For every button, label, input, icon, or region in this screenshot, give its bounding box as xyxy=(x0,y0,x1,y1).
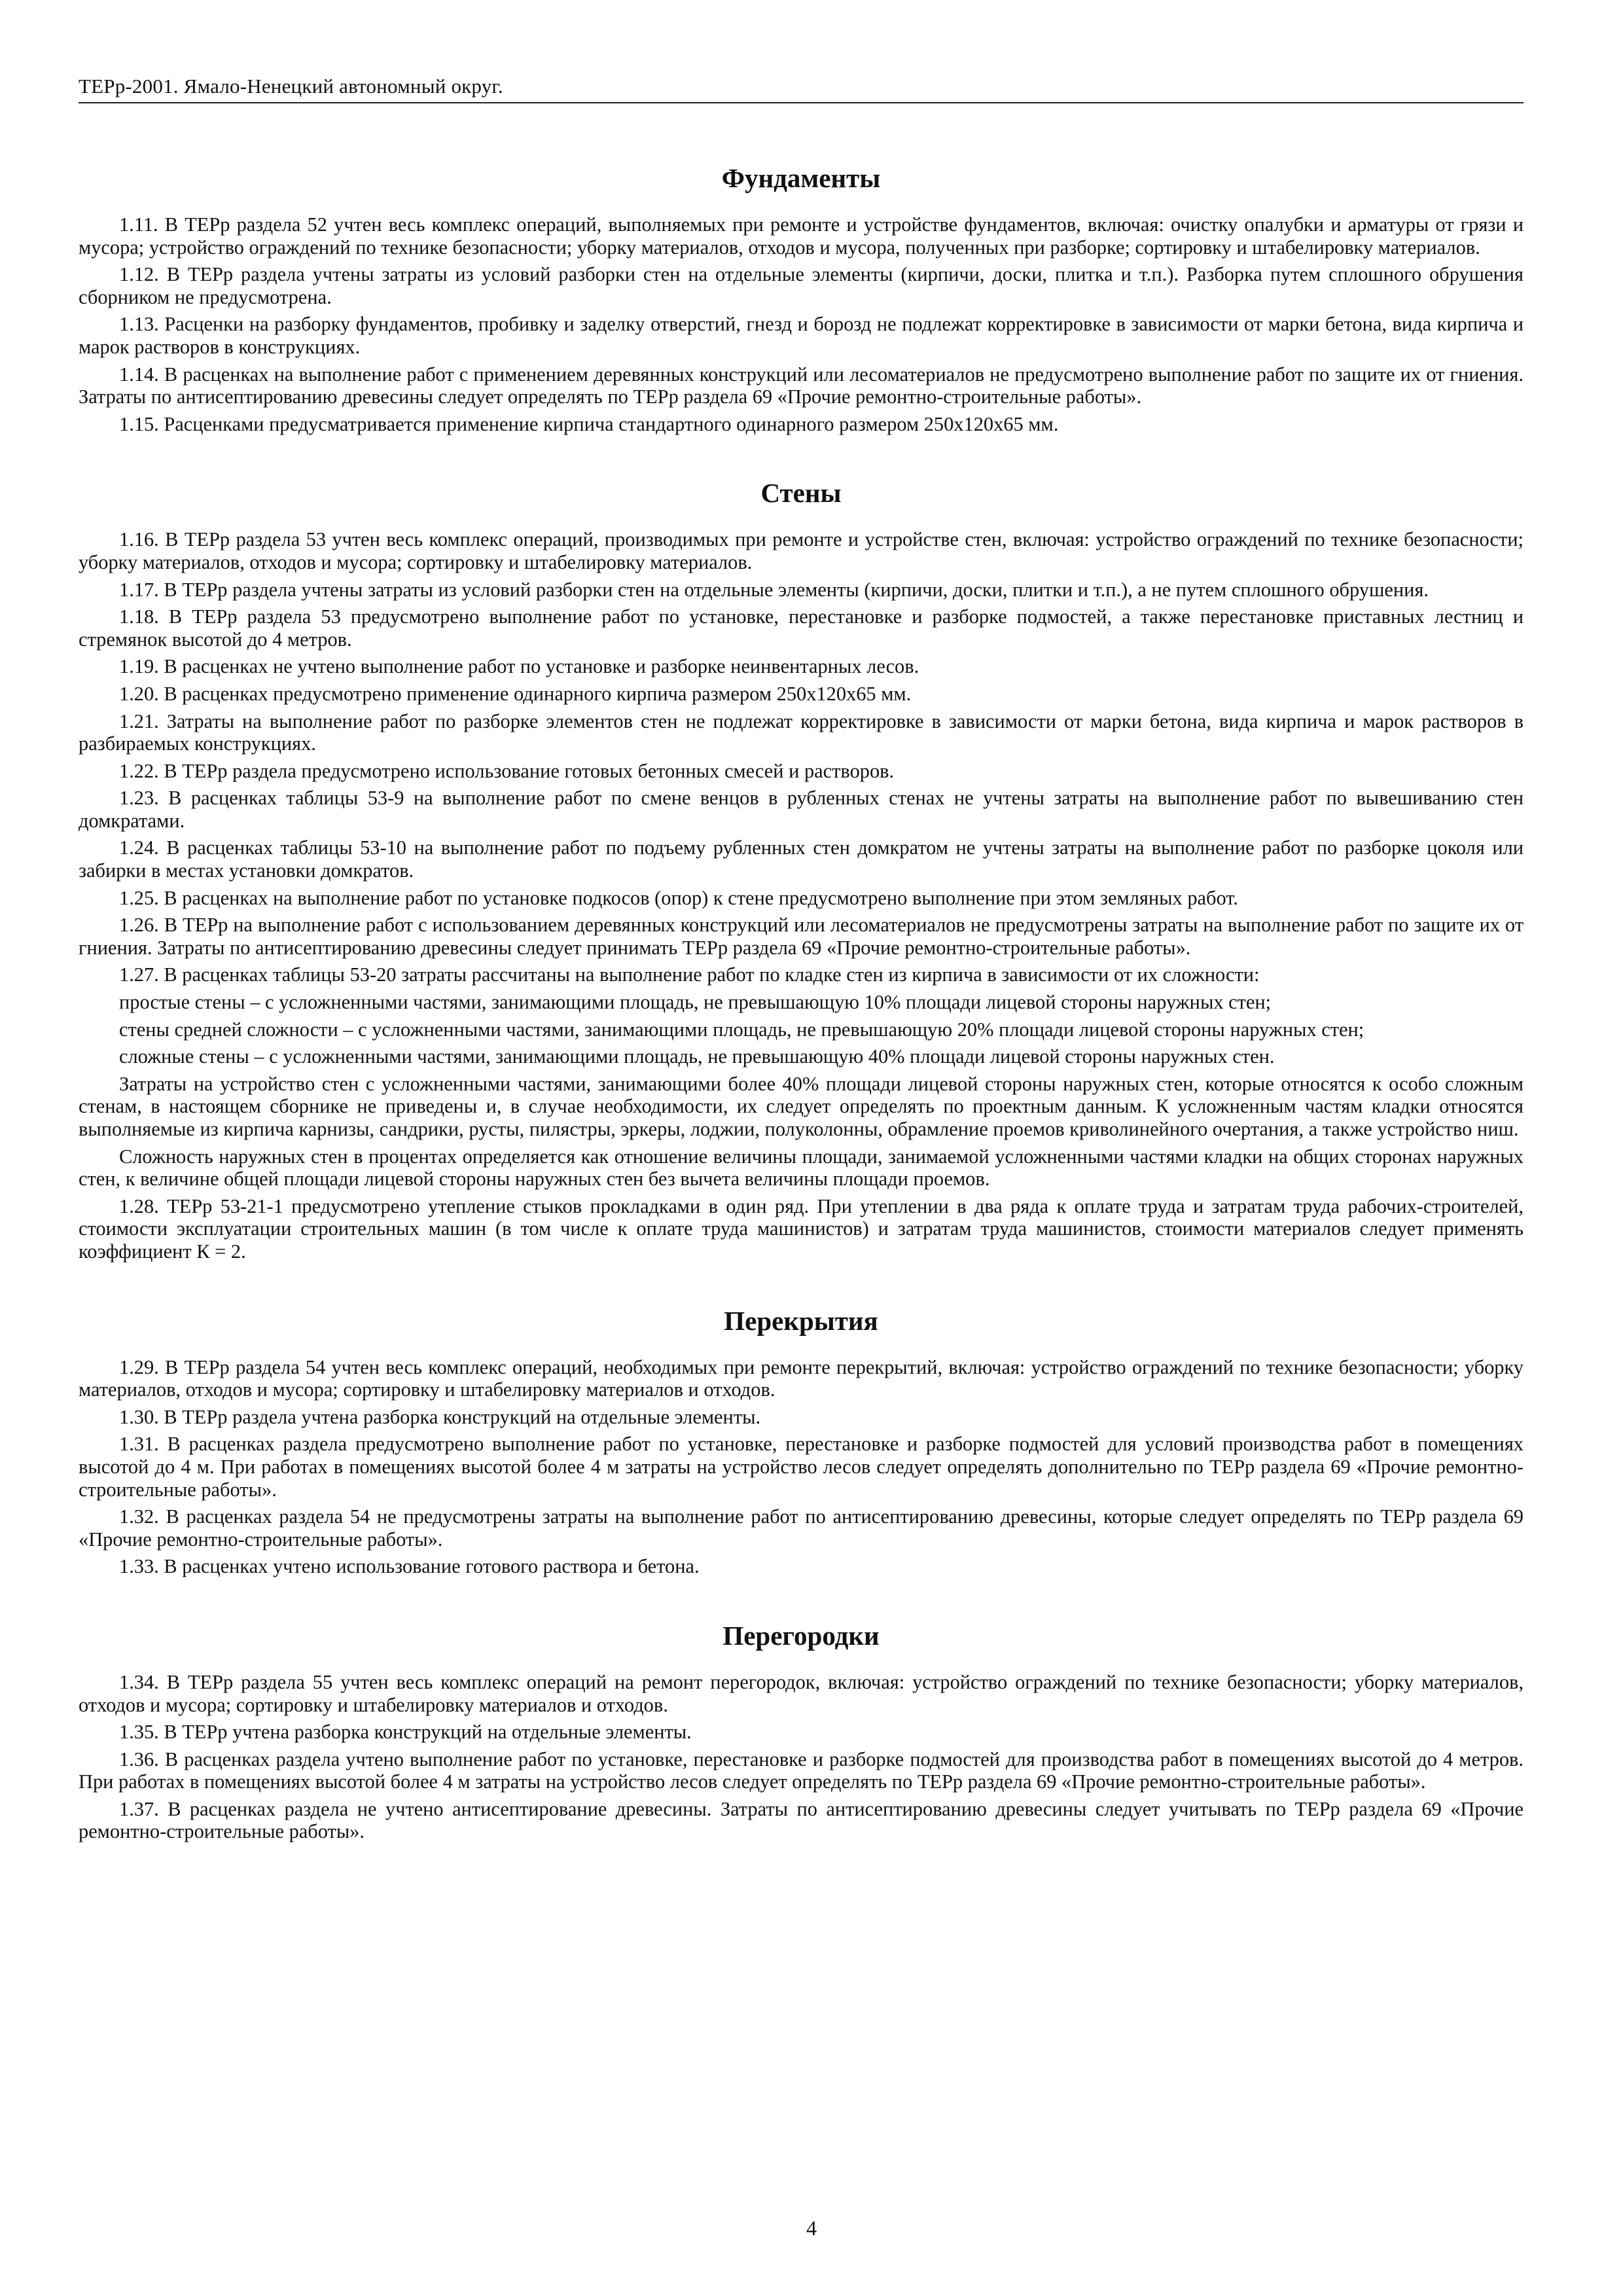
paragraph: 1.36. В расценках раздела учтено выполнение работ по установке, перестановке и разборке подмостей для производства работ в помещениях высотой до 4 метров. При работах в помещениях высотой более 4 м затраты на устройство лесов следует определять по ТЕРр раздела 69 «Прочие ремонтно-строительные работы». xyxy=(79,1748,1524,1793)
paragraph: 1.35. В ТЕРр учтена разборка конструкций на отдельные элементы. xyxy=(119,1721,692,1744)
paragraph: 1.16. В ТЕРр раздела 53 учтен весь комплекс операций, производимых при ремонте и устройстве стен, включая: устройство ограждений по технике безопасности; уборку материалов, отходов и мусора; сортировку и штабелировку материалов. xyxy=(79,528,1524,573)
paragraph: 1.33. В расценках учтено использование готового раствора и бетона. xyxy=(119,1555,700,1578)
paragraph: 1.25. В расценках на выполнение работ по установке подкосов (опор) к стене предусмотрено выполнение при этом земляных работ. xyxy=(119,886,1238,909)
paragraph: 1.31. В расценках раздела предусмотрено выполнение работ по установке, перестановке и разборке подмостей для условий производства работ в помещениях высотой до 4 м. При работах в помещениях высотой более 4 м затраты на устройство лесов следует определять дополнительно по ТЕРр раздела 69 «Прочие ремонтно-строительные работы». xyxy=(79,1433,1524,1501)
paragraph: Затраты на устройство стен с усложненными частями, занимающими более 40% площади лицевой стороны наружных стен, которые относятся к особо сложным стенам, в настоящем сборнике не приведены и, в случае необходимости, их следует определять по проектным данным. К усложненным частям кладки относятся выполняемые из кирпича карнизы, сандрики, русты, пилястры, эркеры, лоджии, полуколонны, обрамление проемов криволинейного очертания, а также устройство ниш. xyxy=(79,1072,1524,1140)
paragraph: 1.26. В ТЕРр на выполнение работ с использованием деревянных конструкций или лесоматериалов не предусмотрены затраты на выполнение работ по защите их от гниения. Затраты по антисептированию древесины следует принимать ТЕРр раздела 69 «Прочие ремонтно-строительные работы». xyxy=(79,914,1524,959)
paragraph: 1.22. В ТЕРр раздела предусмотрено использование готовых бетонных смесей и растворов. xyxy=(119,759,895,782)
paragraph: 1.29. В ТЕРр раздела 54 учтен весь комплекс операций, необходимых при ремонте перекрытий, включая: устройство ограждений по технике безопасности; уборку материалов, отходов и мусора; сортировку и штабелировку материалов и отходов. xyxy=(79,1355,1524,1401)
paragraph: 1.20. В расценках предусмотрено применение одинарного кирпича размером 250х120х65 мм. xyxy=(119,682,912,705)
paragraph: стены средней сложности – с усложненными частями, занимающими площадь, не превышающую 20% площади лицевой стороны наружных стен; xyxy=(119,1018,1364,1041)
paragraph: 1.21. Затраты на выполнение работ по разборке элементов стен не подлежат корректировке в зависимости от марки бетона, вида кирпича и марок растворов в разбираемых конструкциях. xyxy=(79,709,1524,755)
section-title: Фундаменты xyxy=(721,163,881,193)
paragraph: 1.11. В ТЕРр раздела 52 учтен весь комплекс операций, выполняемых при ремонте и устройстве фундаментов, включая: очистку опалубки и арматуры от грязи и мусора; устройство ограждений по технике безопасности; уборку материалов, отходов и мусора, полученных при разборке; сортировку и штабелировку материалов. xyxy=(79,213,1524,259)
section-title: Перекрытия xyxy=(724,1305,878,1336)
paragraph: 1.14. В расценках на выполнение работ с применением деревянных конструкций или лесоматериалов не предусмотрено выполнение работ по защите их от гниения. Затраты по антисептированию древесины следует определять по ТЕРр раздела 69 «Прочие ремонтно-строительные работы». xyxy=(79,363,1524,408)
paragraph: 1.18. В ТЕРр раздела 53 предусмотрено выполнение работ по установке, перестановке и разборке подмостей, а также перестановке приставных лестниц и стремянок высотой до 4 метров. xyxy=(79,605,1524,651)
paragraph: 1.37. В расценках раздела не учтено антисептирование древесины. Затраты по антисептированию древесины следует учитывать по ТЕРр раздела 69 «Прочие ремонтно-строительные работы». xyxy=(79,1797,1524,1843)
paragraph: 1.24. В расценках таблицы 53-10 на выполнение работ по подъему рубленных стен домкратом не учтены затраты на выполнение работ по разборке цоколя или забирки в местах установки домкратов. xyxy=(79,836,1524,882)
paragraph: 1.32. В расценках раздела 54 не предусмотрены затраты на выполнение работ по антисептированию древесины, которые следует определять по ТЕРр раздела 69 «Прочие ремонтно-строительные работы». xyxy=(79,1505,1524,1551)
paragraph: 1.15. Расценками предусматривается применение кирпича стандартного одинарного размером 250х120х65 мм. xyxy=(119,412,1059,435)
paragraph: 1.30. В ТЕРр раздела учтена разборка конструкций на отдельные элементы. xyxy=(119,1405,761,1428)
section-partitions xyxy=(79,1617,1524,1843)
running-header: ТЕРр-2001. Ямало-Ненецкий автономный округ. xyxy=(79,73,1524,103)
section-floors xyxy=(79,1302,1524,1578)
paragraph: сложные стены – с усложненными частями, занимающими площадь, не превышающую 40% площади лицевой стороны наружных стен. xyxy=(119,1045,1275,1068)
paragraph: простые стены – с усложненными частями, занимающими площадь, не превышающую 10% площади лицевой стороны наружных стен; xyxy=(119,991,1272,1014)
paragraph: 1.28. ТЕРр 53-21-1 предусмотрено утепление стыков прокладками в один ряд. При утеплении в два ряда к оплате труда и затратам труда рабочих-строителей, стоимости эксплуатации строительных машин (в том числе к оплате труда машинистов) и затратам труда машинистов, стоимости материалов следует применять коэффициент К = 2. xyxy=(79,1194,1524,1263)
page-number: 4 xyxy=(806,2216,817,2240)
paragraph: Сложность наружных стен в процентах определяется как отношение величины площади, занимаемой усложненными частями кладки на общих сторонах наружных стен, к величине общей площади лицевой стороны наружных стен без вычета величины площади проемов. xyxy=(79,1145,1524,1191)
document-body xyxy=(79,160,1524,1843)
paragraph: 1.13. Расценки на разборку фундаментов, пробивку и заделку отверстий, гнезд и борозд не подлежат корректировке в зависимости от марки бетона, вида кирпича и марок растворов в конструкциях. xyxy=(79,313,1524,358)
paragraph: 1.34. В ТЕРр раздела 55 учтен весь комплекс операций на ремонт перегородок, включая: устройство ограждений по технике безопасности; уборку материалов, отходов и мусора; сортировку и штабелировку материалов и отходов. xyxy=(79,1670,1524,1716)
paragraph: 1.17. В ТЕРр раздела учтены затраты из условий разборки стен на отдельные элементы (кирпичи, доски, плитки и т.п.), а не путем сплошного обрушения. xyxy=(119,578,1429,601)
section-foundations xyxy=(79,160,1524,435)
paragraph: 1.19. В расценках не учтено выполнение работ по установке и разборке неинвентарных лесов. xyxy=(119,655,919,678)
section-walls xyxy=(79,475,1524,1263)
paragraph: 1.27. В расценках таблицы 53-20 затраты рассчитаны на выполнение работ по кладке стен из кирпича в зависимости от их сложности: xyxy=(119,963,1260,986)
paragraph: 1.23. В расценках таблицы 53-9 на выполнение работ по смене венцов в рубленных стенах не учтены затраты на выполнение работ по вывешиванию стен домкратами. xyxy=(79,787,1524,832)
paragraph: 1.12. В ТЕРр раздела учтены затраты из условий разборки стен на отдельные элементы (кирпичи, доски, плитка и т.п.). Разборка путем сплошного обрушения сборником не предусмотрена. xyxy=(79,263,1524,308)
section-title: Перегородки xyxy=(722,1620,880,1651)
section-title: Стены xyxy=(760,478,842,509)
